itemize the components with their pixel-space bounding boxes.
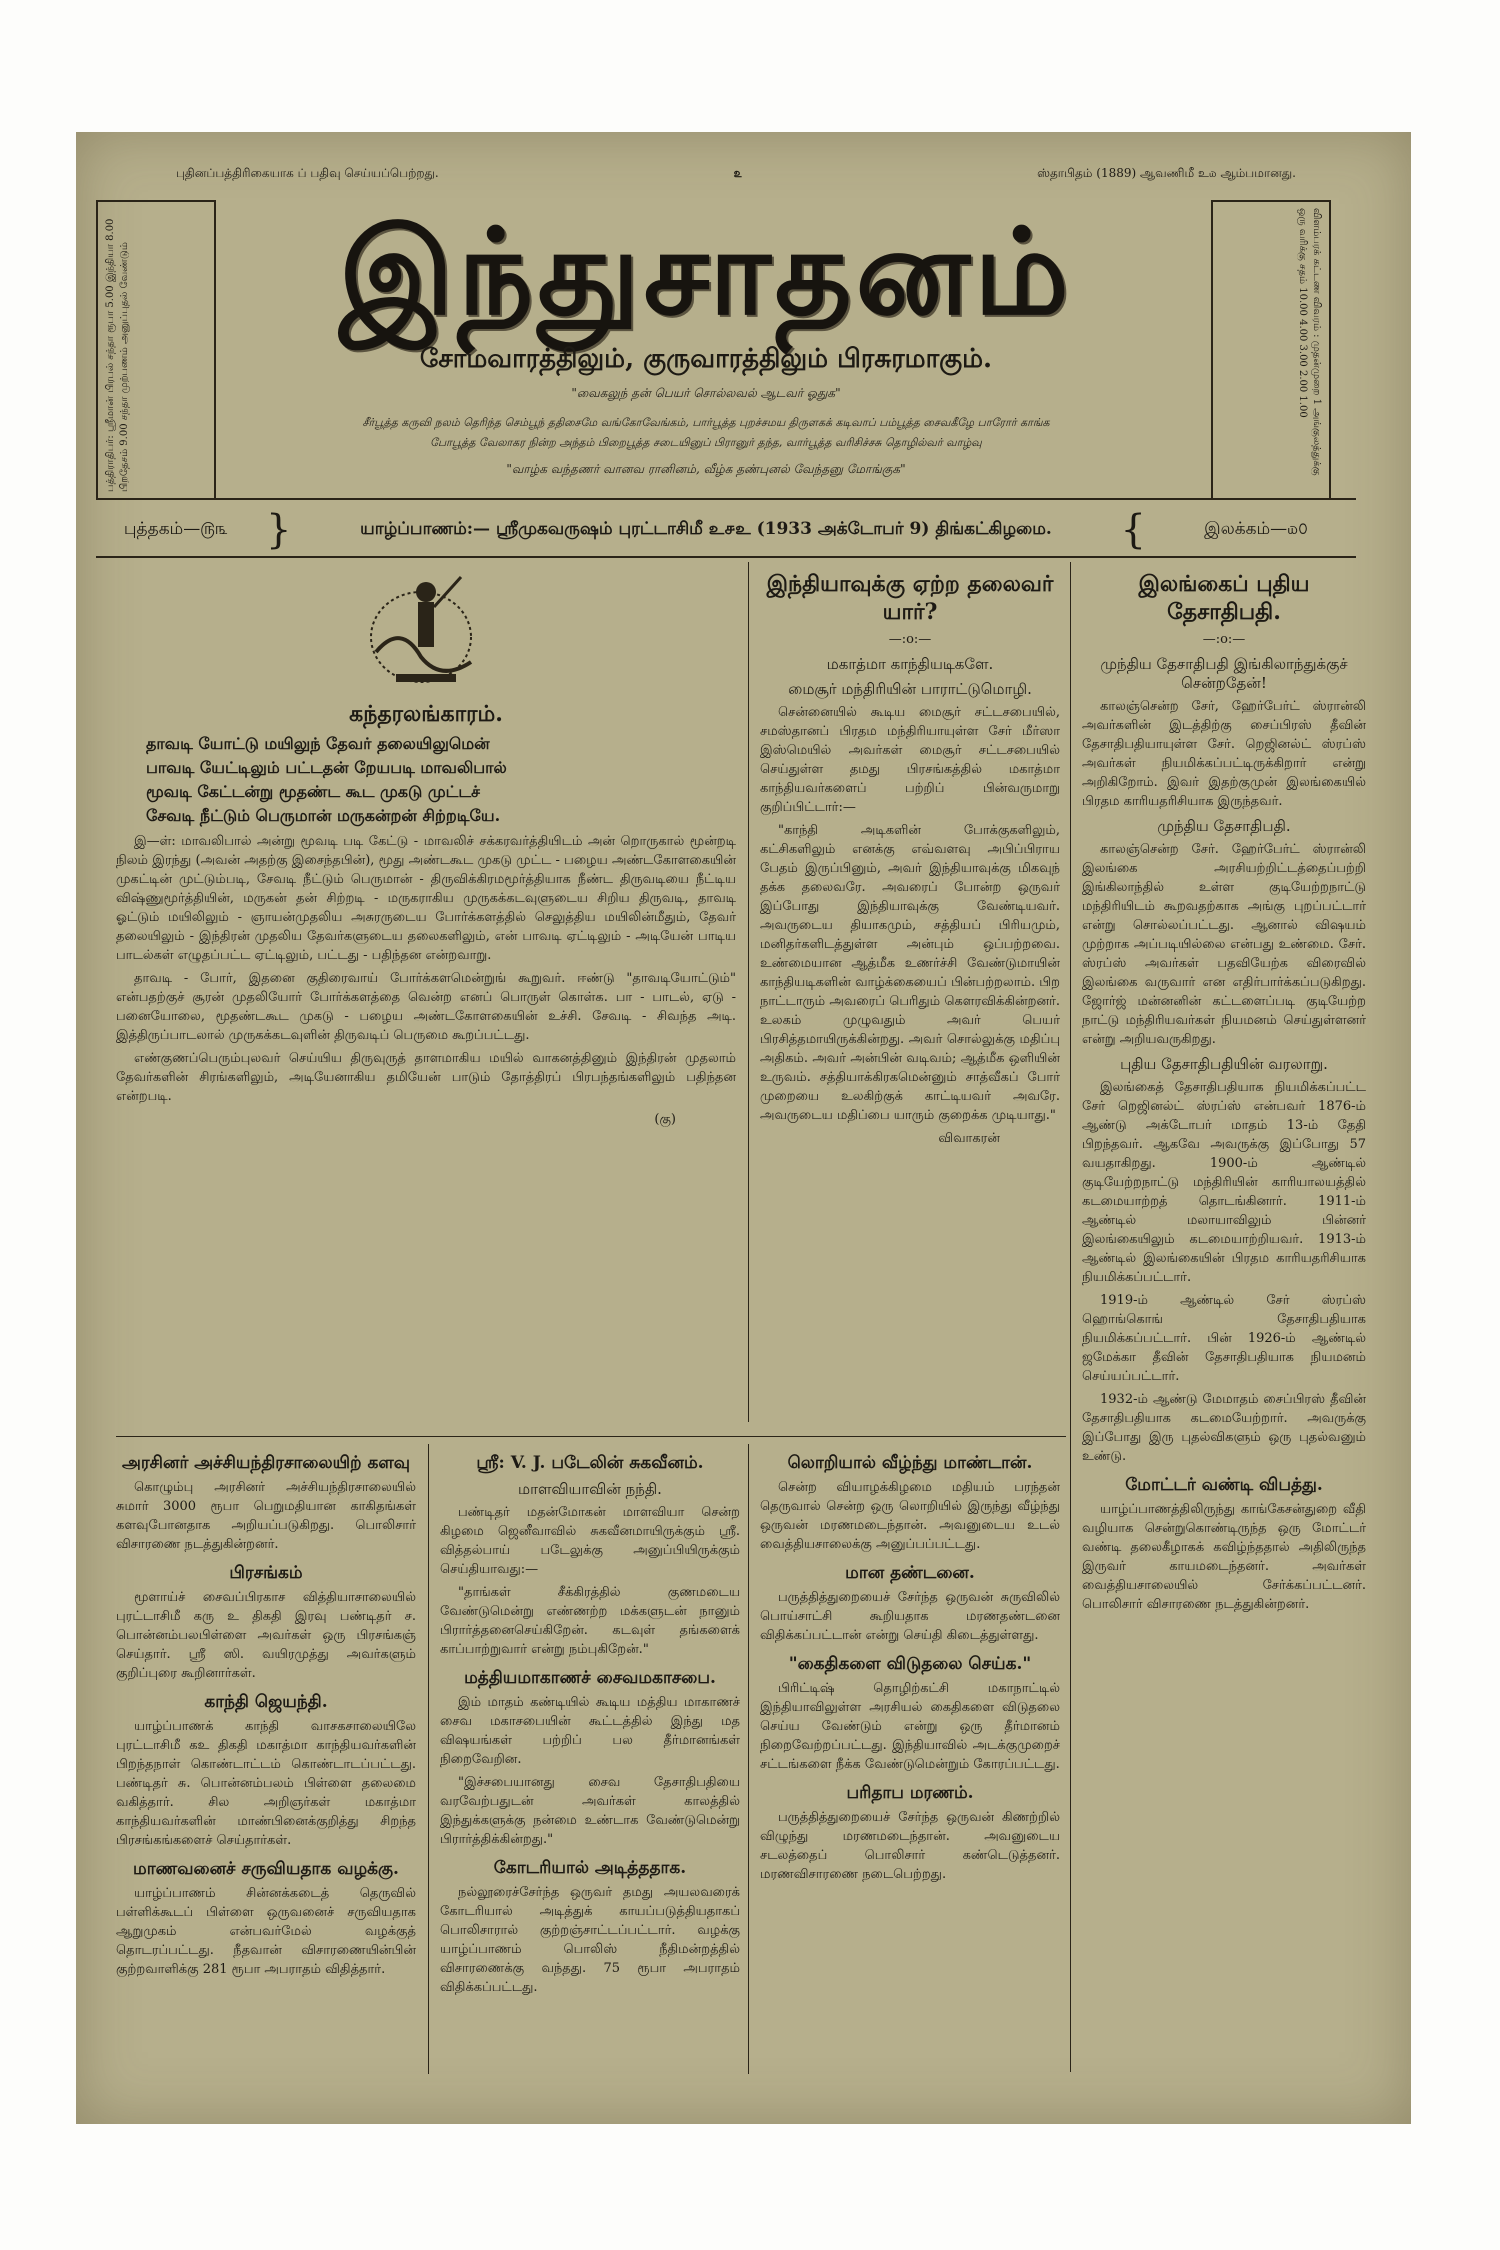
news-heading: மான தண்டனை.	[845, 1563, 975, 1583]
news-paragraph: இம் மாதம் கண்டியில் கூடிய மத்திய மாகாணச் சைவ மகாசபையின் கூட்டத்தில் இந்து மத விஷயங்கள் பற்றிப் பல தீர்மானங்கள் நிறைவேறின.	[440, 1695, 740, 1767]
murugan-peacock-illustration	[361, 562, 491, 692]
article-signature: (கு)	[654, 1112, 676, 1127]
commentary-paragraph: எண்குணப்பெரும்புலவர் செய்யிய திருவுருத் தாளமாகிய மயில் வாகனத்தினும் இந்திரன் முதலாம் தேவர்களின் சிரங்களிலும், அடியேனாகிய தமியேன் பாடும் தோத்திரப் பிரபந்தங்களிலும் பதிந்தன என்றபடி.	[116, 1051, 736, 1104]
commentary-paragraph: இ—ள்: மாவலிபால் அன்று மூவடி படி கேட்டு - மாவலிச் சக்கரவர்த்தியிடம் அன் றொருகால் மூன்றடி நிலம் இரந்து (அவன் அதற்கு இசைந்தபின்), மூது அண்டகூட முகடு முட்ட - பழைய அண்டகோளகையின் முகட்டின் முட்டும்படி, சேவடி நீட்டும் பெருமான் - திருவிக்கிரமமூர்த்தியாக நீண்ட திருவடியை நீட்டிய விஷ்ணுமூர்த்தியின், மருகன் தன் சிற்றடி - மருகராகிய முருகக்கடவுளுடைய சிறிய திருவடி, தாவடி ஓட்டும் மயிலிலும் - ஞாயன்முதலிய அசுரருடைய போர்க்களத்தில் செலுத்திய மயிலின்மீதும், தேவர் தலையிலும் - இந்திரன் முதலிய தேவர்களுடைய தலைகளிலும், என் பாவடி ஏட்டிலும் - அடியேன் பாடிய பாடல்கள் எழுதப்பட்ட ஏட்டிலும், பட்டது - பதிந்தன என்றவாறு.	[116, 834, 736, 963]
newspaper-page	[76, 132, 1411, 2124]
news-subheading: மாளவியாவின் நந்தி.	[518, 1480, 662, 1498]
news-paragraph: "தாங்கள் சீக்கிரத்தில் குணமடைய வேண்டுமென்று எண்ணற்ற மக்களுடன் நானும் பிரார்த்தனைசெய்கிறேன். கடவுள் தங்களைக் காப்பாற்றுவார் என்று நம்புகிறேன்."	[440, 1585, 740, 1657]
bottom-column-2	[440, 1444, 740, 2074]
news-heading: மத்தியமாகாணச் சைவமகாசபை.	[464, 1668, 716, 1688]
article-subtitle: மகாத்மா காந்தியடிகளே.	[826, 655, 994, 673]
article-subtitle: முந்திய தேசாதிபதி இங்கிலாந்துக்குச் சென்றதேன்!	[1100, 655, 1348, 692]
news-paragraph: யாழ்ப்பாணம் சின்னக்கடைத் தெருவில் பள்ளிக்கூடப் பிள்ளை ஒருவனைச் சருவியதாக ஆறுமுகம் என்பவர்மேல் வழக்குத் தொடரப்பட்டது. நீதவான் விசாரணையின்பின் குற்றவாளிக்கு 281 ரூபா அபராதம் விதித்தார்.	[116, 1886, 416, 1977]
news-heading: லொறியால் வீழ்ந்து மாண்டான்.	[787, 1453, 1033, 1473]
brace-left: }	[266, 507, 292, 553]
news-heading: காந்தி ஜெயந்தி.	[204, 1692, 328, 1712]
news-paragraph: சென்ற வியாழக்கிழமை மதியம் பரந்தன் தெருவால் சென்ற ஒரு லொறியில் இருந்து வீழ்ந்து ஒருவன் மரணமடைந்தான். அவனுடைய உடல் வைத்தியசாலைக்கு அனுப்பப்பட்டது.	[760, 1480, 1060, 1552]
column-divider	[748, 562, 749, 1422]
subscription-box: பத்திராதிபர்: ஸ்ரீமான் பிரபல் சந்தா ரூபா 5.00 இந்தியா 8.00 பிறதேசம் 9.00 சந்தா முற்பணம் அனுப்புதல் வேண்டும்	[96, 200, 216, 500]
news-paragraph: "இச்சபையானது சைவ தேசாதிபதியை வரவேற்பதுடன் அவர்கள் காலத்தில் இந்துக்களுக்கு நன்மை உண்டாக வேண்டுமென்று பிரார்த்திக்கின்றது."	[440, 1775, 740, 1847]
top-registration-line	[176, 162, 1296, 186]
article-paragraph: இலங்கைத் தேசாதிபதியாக நியமிக்கப்பட்ட சேர் றெஜினல்ட் ஸ்ரப்ஸ் என்பவர் 1876-ம் ஆண்டு அக்டோபர் மாதம் 13-ம் தேதி பிறந்தவர். ஆகவே அவருக்கு இப்போது 57 வயதாகிறது. 1900-ம் ஆண்டில் குடியேற்றநாட்டு மந்திரியின் காரியாலயத்தில் கடமையாற்றத் தொடங்கினார். 1911-ம் ஆண்டில் மலாயாவிலும் பின்னர் இலங்கையிலும் கடமையாற்றியவர். 1913-ம் ஆண்டில் இலங்கையின் பிரதம காரியதரிசியாக நியமிக்கப்பட்டார்.	[1082, 1080, 1366, 1285]
divider-ornament: —:o:—	[888, 632, 932, 647]
issue-info-bar	[96, 507, 1356, 553]
established-note: ஸ்தாபிதம் (1889) ஆவணிமீ உ௰ ஆம்பமானது.	[1037, 166, 1296, 180]
news-paragraph: பருத்தித்துறையைச் சேர்ந்த ஒருவன் சுருவிலில் பொய்சாட்சி கூறியதாக மரணதண்டனை விதிக்கப்பட்டான் என்று செய்தி கிடைத்துள்ளது.	[760, 1590, 1060, 1643]
section-heading: புதிய தேசாதிபதியின் வரலாறு.	[1120, 1055, 1328, 1073]
article-paragraph: யாழ்ப்பாணத்திலிருந்து காங்கேசன்துறை வீதி வழியாக சென்றுகொண்டிருந்த ஒரு மோட்டர் வண்டி தலைகீழாகக் கவிழ்ந்ததால் அதிலிருந்த இருவர் காயமடைந்தனர். அவர்கள் வைத்தியசாலையில் சேர்க்கப்பட்டனர். பொலிசார் விசாரணை நடத்துகின்றனர்.	[1082, 1502, 1366, 1612]
info-bar-rule	[96, 556, 1356, 558]
section-divider	[116, 1436, 1066, 1437]
column-divider	[748, 1444, 749, 2074]
article-ceylon-governor	[1082, 562, 1366, 2082]
article-india-leader	[760, 562, 1060, 1422]
bottom-column-3	[760, 1444, 1060, 2074]
issue-date: யாழ்ப்பாணம்:— ஸ்ரீமுகவருஷம் புரட்டாசிமீ உ௪உ (1933 அக்டோபர் 9) திங்கட்கிழமை.	[360, 519, 1052, 539]
commentary-paragraph: தாவடி - போர், இதனை குதிரைவாய் போர்க்களமென்றுங் கூறுவர். ஈண்டு "தாவடியோட்டும்" என்பதற்குச் சூரன் முதலியோர் போர்க்களத்தை வென்ற எனப் பொருள் கொள்க. பா - பாடல், ஏடு - பனையோலை, மூதண்டகூட முகடு - பழைய அண்டகோளகையின் உச்சி. சேவடி - சிவந்த அடி. இத்திருப்பாடலால் முருகக்கடவுளின் திருவடிப் பெருமை கூறப்பட்டது.	[116, 971, 736, 1043]
news-paragraph: கொழும்பு அரசினர் அச்சியந்திரசாலையில் சுமார் 3000 ரூபா பெறுமதியான காகிதங்கள் களவுபோனதாக அறியப்படுகிறது. பொலிசார் விசாரணை நடத்துகின்றனர்.	[116, 1480, 416, 1552]
news-paragraph: பருத்தித்துறையைச் சேர்ந்த ஒருவன் கிணற்றில் விழுந்து மரணமடைந்தான். அவனுடைய சடலத்தைப் பொலிசார் கண்டெடுத்தனர். மரணவிசாரணை நடைபெற்றது.	[760, 1810, 1060, 1882]
masthead-rule	[96, 498, 1356, 500]
article-paragraph: காலஞ்சென்ற சேர், ஹேர்பேர்ட் ஸ்ரான்லி அவர்களின் இடத்திற்கு சைப்பிரஸ் தீவின் தேசாதிபதியாயுள்ள சேர். றெஜினல்ட் ஸ்ரப்ஸ் அவர்கள் நியமிக்கப்பட்டிருக்கிறார் என்று அறிகிறோம். இவர் இதற்குமுன் இலங்கையில் பிரதம காரியதரிசியாக இருந்தவர்.	[1082, 699, 1366, 809]
volume-number: புத்தகம்—௫௩	[123, 519, 229, 539]
motto-line-3: போபூத்த வேலாகர நின்ற அந்தம் பிறைபூத்த சடையினுப் பிரானுர் தந்த, வார்பூத்த வரிசிச்சசு தொழில்வர் வாழ்வு	[430, 436, 982, 449]
article-paragraph: 1932-ம் ஆண்டு மேமாதம் சைப்பிரஸ் தீவின் தேசாதிபதியாக கடமையேற்றார். அவருக்கு இப்போது இரு புதல்விகளும் ஒரு புதல்வனும் உண்டு.	[1082, 1392, 1366, 1464]
brace-right: {	[1120, 507, 1146, 553]
news-heading: மாணவனைச் சருவியதாக வழக்கு.	[133, 1859, 399, 1879]
news-heading: கோடரியால் அடித்ததாக.	[493, 1858, 687, 1878]
article-title: கந்தரலங்காரம்.	[349, 701, 503, 727]
motto-line-2: சீர்பூத்த கருவி நலம் தெரிந்த செம்பூந் ததிசைமே வங்கோவேங்கம், பார்பூத்த புறச்சமய திருளகக் கடிவாப் பம்பூத்த சைவகீழே பாரோர் காங்க	[362, 416, 1050, 429]
motto-line-4: "வாழ்க வந்தணர் வானவ ரானினம், வீழ்க தண்புனல் வேந்தனு மோங்குக"	[506, 462, 906, 476]
divider-ornament: —:o:—	[1202, 632, 1246, 647]
verse-line: பாவடி யேட்டிலும் பட்டதன் றேயபடி மாவலிபால்	[146, 758, 507, 777]
article-title: இலங்கைப் புதிய தேசாதிபதி.	[1138, 571, 1310, 625]
page-number: ௨	[733, 166, 743, 180]
verse	[116, 732, 736, 828]
news-paragraph: நல்லூரைச்சேர்ந்த ஒருவர் தமது அயலவரைக் கோடரியால் அடித்துக் காயப்படுத்தியதாகப் பொலிசாரால் குற்றஞ்சாட்டப்பட்டார். வழக்கு யாழ்ப்பாணம் பொலிஸ் நீதிமன்றத்தில் விசாரணைக்கு வந்தது. 75 ரூபா அபராதம் விதிக்கப்பட்டது.	[440, 1885, 740, 1995]
section-heading: முந்திய தேசாதிபதி.	[1157, 817, 1291, 835]
registration-note: புதினப்பத்திரிகையாக ப் பதிவு செய்யப்பெற்றது.	[176, 166, 439, 180]
news-heading: "கைதிகளை விடுதலை செய்க."	[788, 1654, 1032, 1674]
news-heading: பிரசங்கம்	[229, 1563, 303, 1583]
section-heading: மோட்டர் வண்டி விபத்து.	[1125, 1475, 1323, 1495]
verse-line: சேவடி நீட்டும் பெருமான் மருகன்றன் சிற்றடியே.	[146, 806, 501, 825]
publication-schedule: சோமவாரத்திலும், குருவாரத்திலும் பிரசுரமாகும்.	[419, 344, 993, 374]
verse-line: மூவடி கேட்டன்று மூதண்ட கூட முகடு முட்டச்	[146, 782, 480, 801]
article-paragraph: 1919-ம் ஆண்டில் சேர் ஸ்ரப்ஸ் ஹொங்கொங் தேசாதிபதியாக நியமிக்கப்பட்டார். பின் 1926-ம் ஆண்டில் ஜமேக்கா தீவின் தேசாதிபதியாக நியமனம் செய்யப்பட்டார்.	[1082, 1293, 1366, 1384]
verse-line: தாவடி யோட்டு மயிலுந் தேவர் தலையிலுமென்	[146, 734, 490, 753]
article-kandharalankaram	[116, 562, 736, 1432]
issue-number: இலக்கம்—௰௦	[1204, 519, 1308, 539]
column-divider	[1070, 562, 1071, 2072]
article-signature: விவாகரன்	[938, 1131, 1000, 1146]
column-divider	[428, 1444, 429, 2074]
motto-line-1: "வைகலுந் தன் பெயர் சொல்லவல் ஆடவர் ஓதுக"	[571, 386, 841, 400]
newspaper-title: இந்துசாதனம்	[338, 202, 1074, 341]
news-heading: பரிதாப மரணம்.	[846, 1783, 974, 1803]
news-paragraph: பண்டிதர் மதன்மோகன் மாளவியா சென்ற கிழமை ஜெனீவாவில் சுகவீனமாயிருக்கும் ஸ்ரீ. வித்தல்பாய் படேலுக்கு அனுப்பியிருக்கும் செய்தியாவது:—	[440, 1505, 740, 1577]
news-heading: ஸ்ரீ: V. J. படேலின் சுகவீனம்.	[476, 1453, 704, 1473]
news-paragraph: மூளாய்ச் சைவப்பிரகாச வித்தியாசாலையில் புரட்டாசிமீ கரு உ திகதி இரவு பண்டிதர் ச. பொன்னம்பலபிள்ளை அவர்கள் ஒரு பிரசங்கஞ் செய்தார். ஸ்ரீ ஸி. வயிரமுத்து அவர்களும் குறிப்புரை கூறினார்கள்.	[116, 1590, 416, 1681]
advertisement-rates-box: விளம்பரக் கட்டண விவரம் : முதன்முறை 1 அங்குலத்துக்கு ஒரு வரிக்கு சதம் 10.00 4.00 3.00 2.00 1.00	[1211, 200, 1331, 500]
news-paragraph: பிரிட்டிஷ் தொழிற்கட்சி மகாநாட்டில் இந்தியாவிலுள்ள அரசியல் கைதிகளை விடுதலை செய்ய வேண்டும் என்று ஒரு தீர்மானம் நிறைவேற்றப்பட்டது. இந்தியாவில் அடக்குமுறைச் சட்டங்களை நீக்க வேண்டுமென்றும் கோரப்பட்டது.	[760, 1681, 1060, 1772]
bottom-column-1	[116, 1444, 416, 2074]
article-title: இந்தியாவுக்கு ஏற்ற தலைவர் யார்?	[766, 571, 1054, 625]
article-paragraph: சென்னையில் கூடிய மைசூர் சட்டசபையில், சமஸ்தானப் பிரதம மந்திரியாயுள்ள சேர் மீர்ஸா இஸ்மெயில் அவர்கள் மைசூர் சட்டசபையில் செய்துள்ள தமது பிரசங்கத்தில் மகாத்மா காந்தியவர்களைப் பற்றிப் பின்வருமாறு குறிப்பிட்டார்:—	[760, 705, 1060, 815]
article-subtitle: மைசூர் மந்திரியின் பாராட்டுமொழி.	[788, 680, 1032, 698]
article-paragraph: காலஞ்சென்ற சேர். ஹேர்பேர்ட் ஸ்ரான்லி இலங்கை அரசியற்றிட்டத்தைப்பற்றி இங்கிலாந்தில் உள்ள குடியேற்றநாட்டு மந்திரியிடம் கூறவதற்காக அங்கு புறப்பட்டார் என்று சொல்லப்பட்டது. ஆனால் விஷயம் முற்றாக அப்படியில்லை என்பது உண்மை. சேர். ஸ்ரப்ஸ் அவர்கள் பதவியேற்க விரைவில் இலங்கை வருவார் என எதிர்பார்க்கப்படுகிறது. ஜோர்ஜ் மன்னனின் கட்டளைப்படி குடியேற்ற நாட்டு மந்திரியவர்கள் நியமனம் செய்துள்ளனர் என்று அறியவருகிறது.	[1082, 842, 1366, 1047]
article-paragraph: "காந்தி அடிகளின் போக்குகளிலும், கட்சிகளிலும் எனக்கு எவ்வளவு அபிப்பிராய பேதம் இருப்பினும், அவர் இந்தியாவுக்கு மிகவுந் தக்க தலைவரே. அவரைப் போன்ற ஒருவர் இப்போது இந்தியாவுக்கு வேண்டியவர். அவருடைய தியாகமும், சத்தியப் பிரியமும், மனிதர்களிடத்துள்ள அன்பும் ஒப்பற்றவை. உண்மையான ஆத்மீக உணர்ச்சி வேண்டுமாயின் காந்தியடிகளின் வாழ்க்கையைப் பின்பற்றலாம். பிற நாட்டாரும் அவரைப் பெரிதும் கெளரவிக்கின்றனர். உலகம் முழுவதும் அவர் பெயர் பிரசித்தமாயிருக்கின்றது. அவர் சொல்லுக்கு மதிப்பு அதிகம். அவர் அன்பின் வடிவம்; ஆத்மீக ஒளியின் உருவம். சத்தியாக்கிரகமென்னும் சாத்வீகப் போர் முறையை உலகிற்குக் காட்டியவர் அவரே. அவருடைய மதிப்பை யாரும் குறைக்க முடியாது."	[760, 823, 1060, 1123]
news-paragraph: யாழ்ப்பாணக் காந்தி வாசகசாலையிலே புரட்டாசிமீ கஉ திகதி மகாத்மா காந்தியவர்களின் பிறந்தநாள் கொண்டாட்டம் கொண்டாடப்பட்டது. பண்டிதர் சு. பொன்னம்பலம் பிள்ளை தலைமை வகித்தார். சில அறிஞர்கள் மகாத்மா காந்தியவர்களின் மாண்பினைக்குறித்து சிறந்த பிரசங்கங்களைச் செய்தார்கள்.	[116, 1719, 416, 1848]
news-heading: அரசினர் அச்சியந்திரசாலையிற் களவு	[121, 1453, 410, 1473]
